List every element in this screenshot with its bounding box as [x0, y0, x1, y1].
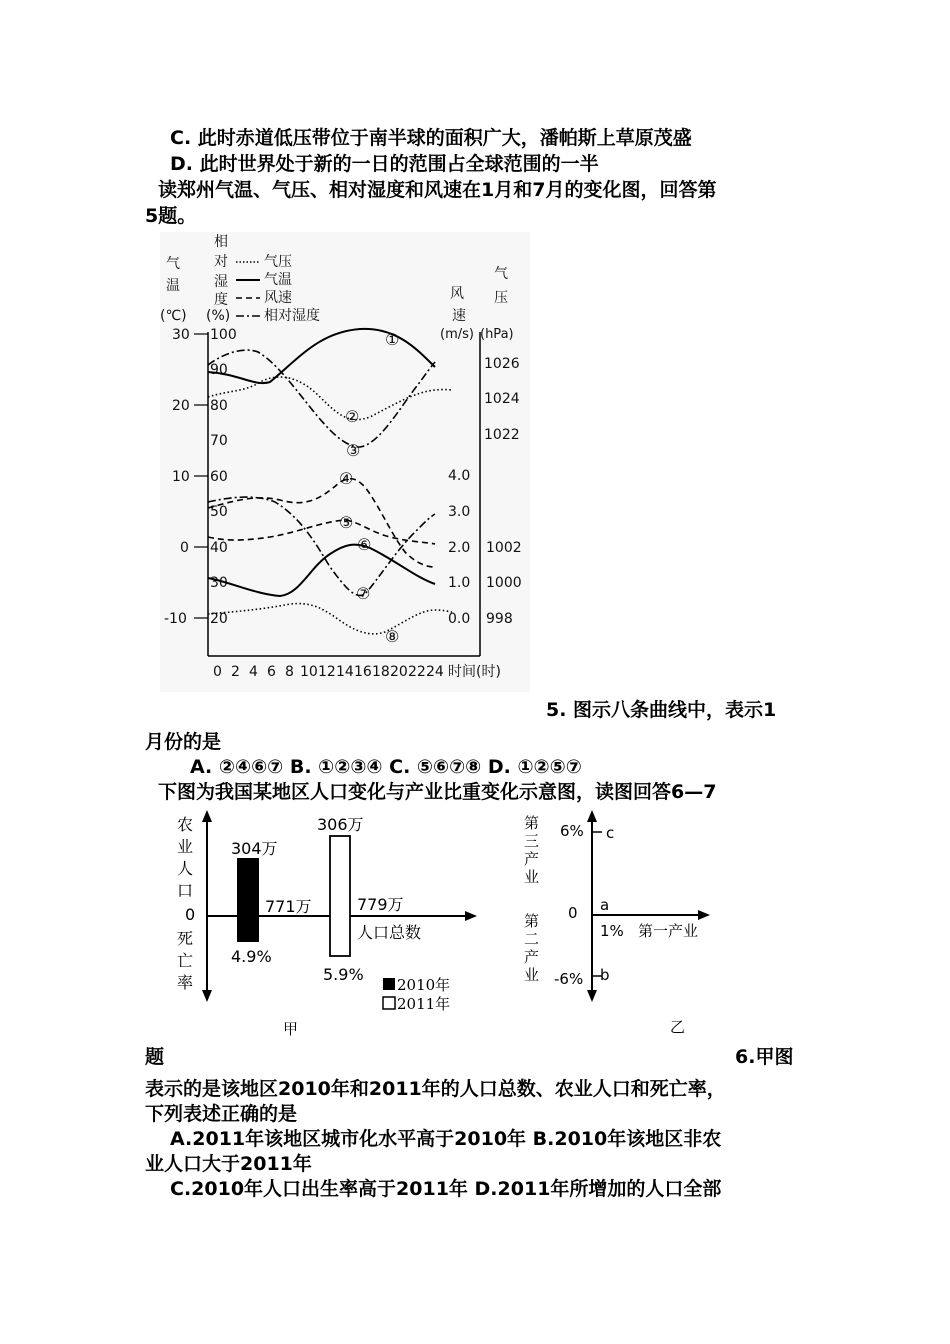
curve-7 [208, 497, 435, 595]
wind-tick: 3.0 [448, 504, 471, 520]
yi-y-top-char: 产 [524, 850, 540, 868]
temp-tick: 30 [172, 327, 190, 343]
humidity-axis-char: 对 [214, 254, 228, 270]
legend-2010: 2010年 [397, 976, 451, 994]
jia-y-top-char: 人 [177, 859, 194, 878]
temp-axis-char: 气 [166, 256, 180, 272]
temp-tick: 0 [180, 540, 189, 556]
bar-2011 [330, 836, 350, 956]
x-tick: 12 [318, 664, 336, 680]
yi-y-bottom-char: 二 [524, 930, 540, 948]
jia-zero: 0 [185, 905, 196, 924]
x-tick: 16 [354, 664, 372, 680]
humidity-tick: 90 [210, 362, 228, 378]
humidity-tick: 30 [210, 575, 228, 591]
curve-label-5: ⑤ [339, 513, 354, 532]
wind-axis-unit: (m/s) [440, 327, 474, 342]
question-6-line-2: 表示的是该地区2010年和2011年的人口总数、农业人口和死亡率， [145, 1078, 726, 1100]
population-chart [165, 808, 495, 1038]
question-5-options: A. ②④⑥⑦ B. ①②③④ C. ⑤⑥⑦⑧ D. ①②⑤⑦ [190, 756, 582, 778]
question-6-options-ab: A.2011年该地区城市化水平高于2010年 B.2010年该地区非农 [170, 1128, 722, 1150]
bar-2010 [237, 858, 259, 942]
wind-tick: 0.0 [448, 611, 471, 627]
jia-y-bottom-char: 死 [177, 929, 194, 948]
humidity-tick: 100 [210, 327, 237, 343]
option-c-text: C. 此时赤道低压带位于南半球的面积广大，潘帕斯上草原茂盛 [170, 127, 692, 149]
pressure-tick: 998 [486, 611, 513, 627]
x-tick: 22 [408, 664, 426, 680]
question-6-line-3: 下列表述正确的是 [145, 1103, 298, 1125]
x-tick: 14 [336, 664, 354, 680]
temp-ticks [164, 327, 190, 627]
curve-2 [208, 377, 452, 420]
yi-zero: 0 [568, 904, 578, 922]
yi-tick-top: 6% [560, 822, 584, 840]
curve-1 [208, 329, 435, 383]
legend-wind: 风速 [264, 290, 292, 306]
bar-2010-bottom: 4.9% [231, 947, 272, 966]
pressure-tick: 1000 [486, 575, 522, 591]
x-tick: 8 [285, 664, 294, 680]
intro-6-7: 下图为我国某地区人口变化与产业比重变化示意图，读图回答6—7 [158, 781, 717, 803]
chart-legend [236, 254, 320, 324]
humidity-axis-char: 湿 [214, 274, 228, 290]
x-tick: 0 [213, 664, 222, 680]
bar-2011-top: 306万 [317, 815, 364, 834]
yi-x-tick: 1% [600, 922, 624, 940]
curve-5 [208, 520, 435, 544]
humidity-tick: 70 [210, 433, 228, 449]
jia-y-top-char: 口 [177, 881, 194, 900]
humidity-tick: 60 [210, 469, 228, 485]
jia-y-bottom-char: 亡 [177, 951, 194, 970]
bar-2011-bottom: 5.9% [323, 965, 364, 984]
yi-y-bottom-char: 产 [524, 948, 540, 966]
curve-label-8: ⑧ [385, 627, 400, 646]
point-c: c [606, 824, 615, 842]
temp-axis-unit: (℃) [160, 308, 187, 324]
yi-y-bottom-char: 业 [524, 966, 540, 984]
pressure-axis-unit: (hPa) [480, 327, 514, 342]
x-tick: 18 [372, 664, 390, 680]
curve-label-4: ④ [339, 469, 354, 488]
temp-tick: 10 [172, 469, 190, 485]
x-axis-label: 时间(时) [448, 664, 501, 680]
question-6-heading: 6.甲图 [735, 1046, 794, 1068]
wind-axis-char: 风 [450, 286, 464, 302]
caption-jia: 甲 [283, 1020, 299, 1038]
pressure-tick: 1002 [486, 540, 522, 556]
humidity-tick: 40 [210, 540, 228, 556]
wind-axis-char: 速 [452, 308, 466, 324]
jia-y-top-char: 农 [177, 815, 194, 834]
wind-tick: 2.0 [448, 540, 471, 556]
humidity-tick: 20 [210, 611, 228, 627]
intro-line-2: 5题。 [145, 205, 197, 227]
curve-6 [208, 545, 435, 596]
curve-label-6: ⑥ [357, 535, 372, 554]
question-6-options-cd: C.2010年人口出生率高于2011年 D.2011年所增加的人口全部 [170, 1178, 722, 1200]
yi-y-top-char: 第 [524, 814, 540, 832]
wind-tick: 1.0 [448, 575, 471, 591]
curve-8 [208, 604, 452, 634]
x-tick: 10 [300, 664, 318, 680]
curve-label-3: ③ [346, 441, 361, 460]
question-6-option-b-cont: 业人口大于2011年 [145, 1153, 312, 1175]
jia-y-top-char: 业 [177, 837, 194, 856]
point-b: b [600, 966, 610, 984]
temp-axis-char: 温 [166, 278, 180, 294]
legend-humidity: 相对湿度 [264, 308, 320, 324]
yi-tick-bottom: -6% [554, 970, 584, 988]
temp-tick: -10 [164, 611, 187, 627]
pressure-axis-char: 压 [494, 290, 508, 306]
humidity-axis-char: 度 [214, 292, 228, 308]
humidity-axis-char: 相 [214, 234, 228, 250]
question-5-line-2: 月份的是 [145, 731, 222, 753]
pressure-tick: 1026 [484, 356, 520, 372]
question-5-line-1: 5. 图示八条曲线中，表示1 [546, 699, 777, 721]
humidity-tick: 50 [210, 504, 228, 520]
curve-label-2: ② [345, 407, 360, 426]
pressure-tick: 1024 [484, 391, 520, 407]
pop-2011: 779万 [357, 895, 404, 914]
wind-tick: 4.0 [448, 468, 471, 484]
ti-text: 题 [145, 1046, 165, 1068]
caption-yi: 乙 [670, 1018, 686, 1036]
legend-pressure: 气压 [264, 254, 292, 270]
x-tick: 20 [390, 664, 408, 680]
jia-x-label: 人口总数 [357, 923, 422, 942]
bar-2010-top: 304万 [231, 839, 278, 858]
curve-4 [208, 479, 435, 567]
yi-x-label: 第一产业 [638, 922, 699, 940]
yi-y-top-char: 三 [524, 832, 540, 850]
x-tick: 24 [426, 664, 444, 680]
humidity-tick: 80 [210, 398, 228, 414]
curve-3 [208, 350, 435, 447]
pressure-tick: 1022 [484, 427, 520, 443]
curve-label-7: ⑦ [356, 584, 371, 603]
curve-label-1: ① [385, 330, 400, 349]
legend-2011: 2011年 [397, 995, 451, 1013]
climate-chart [160, 232, 530, 692]
humidity-axis-unit: (%) [206, 308, 231, 324]
yi-y-bottom-char: 第 [524, 912, 540, 930]
jia-y-bottom-char: 率 [177, 973, 194, 992]
point-a: a [600, 896, 610, 914]
pressure-axis-char: 气 [494, 266, 508, 282]
intro-line-1: 读郑州气温、气压、相对湿度和风速在1月和7月的变化图，回答第 [158, 179, 717, 201]
yi-y-top-char: 业 [524, 868, 540, 886]
x-tick: 2 [231, 664, 240, 680]
x-tick: 6 [267, 664, 276, 680]
x-tick: 4 [249, 664, 258, 680]
pop-2010: 771万 [265, 897, 312, 916]
industry-chart [520, 808, 750, 1038]
legend-temperature: 气温 [264, 272, 292, 288]
x-ticks [213, 664, 501, 680]
temp-tick: 20 [172, 398, 190, 414]
option-d-text: D. 此时世界处于新的一日的范围占全球范围的一半 [170, 153, 599, 175]
